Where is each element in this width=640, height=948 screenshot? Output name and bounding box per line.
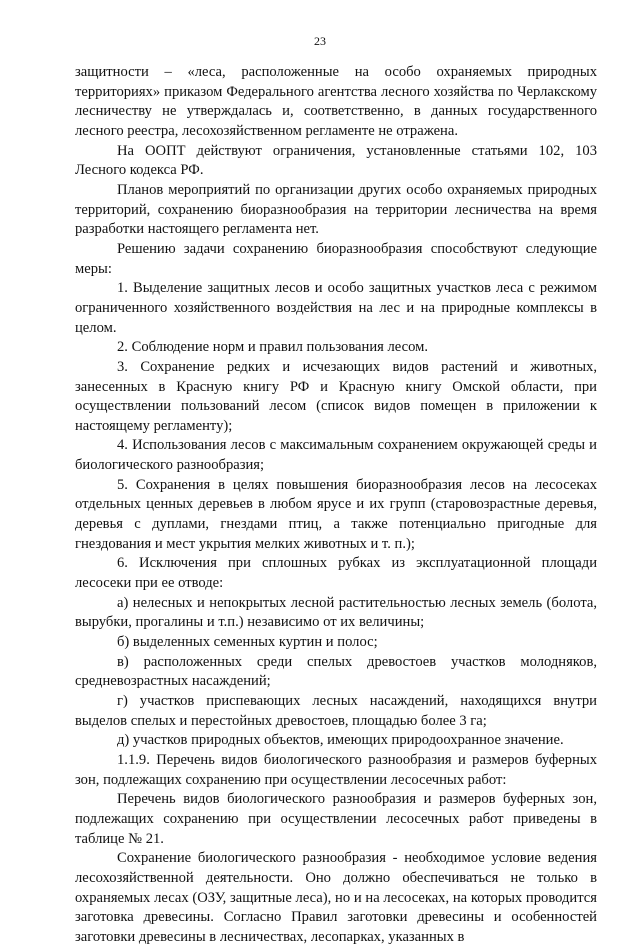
page-number: 23 [314,34,326,48]
list-item: 5. Сохранения в целях повышения биоразнообразия лесов на лесосеках отдельных ценных деревьев в любом ярусе и их групп (старовозрастные деревья, деревья с дуплами, гнездами птиц, а также потенциально пригодные для гнездования и мест укрытия мелких животных и т. п.); [75,476,597,552]
paragraph: Решению задачи сохранению биоразнообразия способствуют следующие меры: [75,240,597,277]
sub-list-item: б) выделенных семенных куртин и полос; [117,634,378,651]
body-text [75,63,597,948]
paragraph: Сохранение биологического разнообразия - необходимое условие ведения лесохозяйственной деятельности. Оно должно обеспечиваться не только в охраняемых лесах (ОЗУ, защитные леса), но и на лесосеках, на которых проводится заготовка древесины. Согласно Правил заготовки древесины и особенностей заготовки древесины в лесничествах, лесопарках, указанных в [75,850,597,945]
list-item: 3. Сохранение редких и исчезающих видов растений и животных, занесенных в Красную книгу РФ и Красную книгу Омской области, при осуществлении пользований лесом (список видов помещен в приложении к настоящему регламенту); [75,358,597,434]
list-item: 2. Соблюдение норм и правил пользования лесом. [117,339,429,356]
list-item: 1. Выделение защитных лесов и особо защитных участков леса с режимом ограниченного хозяйственного воздействия на лес и на природные комплексы в целом. [75,280,597,336]
list-item: 6. Исключения при сплошных рубках из эксплуатационной площади лесосеки при ее отводе: [75,555,597,592]
paragraph: На ООПТ действуют ограничения, установленные статьями 102, 103 Лесного кодекса РФ. [75,142,597,179]
sub-list-item: г) участков приспевающих лесных насаждений, находящихся внутри выделов спелых и перестойных древостоев, площадью более 3 га; [75,693,597,729]
sub-list-item: а) нелесных и непокрытых лесной растительностью лесных земель (болота, вырубки, прогалины и т.п.) независимо от их величины; [75,594,597,631]
paragraph: защитности – «леса, расположенные на особо охраняемых природных территориях» приказом Федерального агентства лесного хозяйства по Черлакскому лесничеству не утверждалась и, соответственно, в данных государственного лесного реестра, лесохозяйственном регламенте не отражена. [75,64,597,139]
section-heading: 1.1.9. Перечень видов биологического разнообразия и размеров буферных зон, подлежащих сохранению при осуществлении лесосечных работ: [75,751,597,788]
paragraph: Планов мероприятий по организации других особо охраняемых природных территорий, сохранению биоразнообразия на территории лесничества на время разработки настоящего регламента нет. [75,181,597,238]
paragraph: Перечень видов биологического разнообразия и размеров буферных зон, подлежащих сохранению при осуществлении лесосечных работ приведены в таблице № 21. [75,791,597,847]
sub-list-item: в) расположенных среди спелых древостоев участков молодняков, средневозрастных насаждений; [75,653,597,690]
sub-list-item: д) участков природных объектов, имеющих природоохранное значение. [117,732,564,749]
list-item: 4. Использования лесов с максимальным сохранением окружающей среды и биологического разнообразия; [75,437,597,474]
